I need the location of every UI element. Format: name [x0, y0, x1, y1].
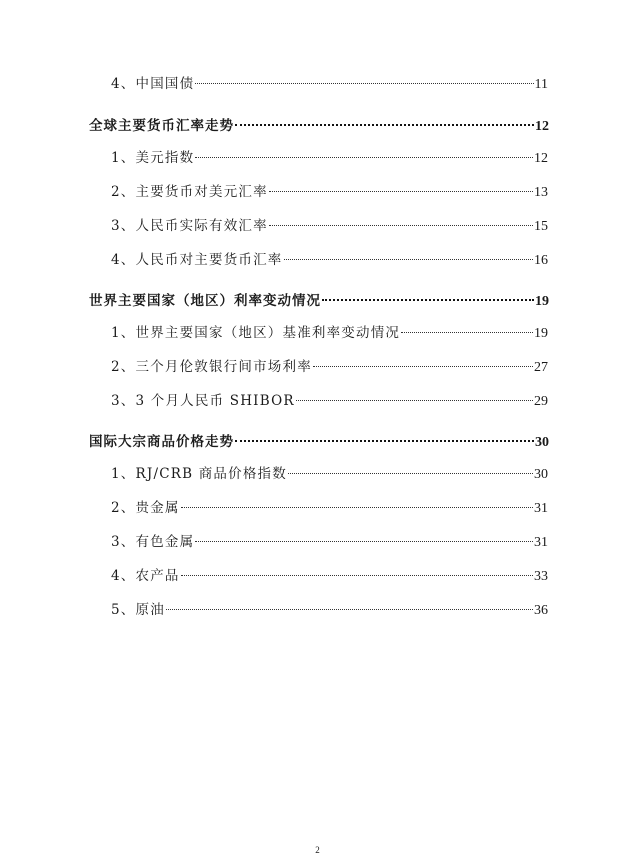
toc-entry-usd-index[interactable] — [111, 142, 548, 166]
toc-page-number: 30 — [535, 435, 549, 450]
toc-entry-label: 1、世界主要国家（地区）基准利率变动情况 — [111, 325, 401, 341]
toc-page-number: 15 — [534, 219, 548, 234]
toc-entry-crude-oil[interactable] — [111, 594, 548, 618]
toc-entry-major-vs-usd[interactable] — [111, 176, 548, 200]
toc-entry-rj-crb[interactable] — [111, 458, 548, 482]
toc-dot-leader — [181, 492, 533, 512]
toc-entry-label: 3、有色金属 — [111, 534, 195, 550]
toc-dot-leader — [269, 210, 533, 230]
toc-section-label: 全球主要货币汇率走势 — [89, 118, 234, 134]
toc-page-number: 31 — [534, 535, 548, 550]
toc-page-number: 12 — [535, 119, 549, 134]
toc-section-commodities[interactable] — [89, 426, 549, 450]
toc-section-label: 国际大宗商品价格走势 — [89, 434, 234, 450]
toc-entry-label: 2、三个月伦敦银行间市场利率 — [111, 359, 312, 375]
toc-page-number: 27 — [534, 360, 548, 375]
toc-page-number: 36 — [534, 603, 548, 618]
toc-entry-label: 4、农产品 — [111, 568, 180, 584]
toc-entry-label: 5、原油 — [111, 602, 165, 618]
toc-entry-nonferrous-metals[interactable] — [111, 526, 548, 550]
toc-dot-leader — [269, 176, 533, 196]
toc-page-number: 29 — [534, 394, 548, 409]
toc-page-number: 13 — [534, 185, 548, 200]
toc-entry-china-treasury[interactable] — [111, 68, 548, 92]
toc-entry-label: 1、RJ/CRB 商品价格指数 — [111, 466, 287, 482]
toc-entry-label: 3、3 个月人民币 SHIBOR — [111, 393, 295, 409]
toc-entry-agriculture[interactable] — [111, 560, 548, 584]
toc-dot-leader — [166, 594, 533, 614]
toc-dot-leader — [284, 244, 534, 264]
toc-entry-label: 3、人民币实际有效汇率 — [111, 218, 268, 234]
toc-dot-leader — [195, 526, 533, 546]
toc-dot-leader — [296, 385, 533, 405]
toc-section-label: 世界主要国家（地区）利率变动情况 — [89, 293, 321, 309]
toc-entry-rmb-reer[interactable] — [111, 210, 548, 234]
toc-entry-rmb-vs-major[interactable] — [111, 244, 548, 268]
toc-dot-leader — [401, 317, 533, 337]
toc-page-number: 31 — [534, 501, 548, 516]
toc-page-number: 19 — [535, 294, 549, 309]
toc-entry-precious-metals[interactable] — [111, 492, 548, 516]
toc-section-currency[interactable] — [89, 110, 549, 134]
toc-section-interest-rates[interactable] — [89, 285, 549, 309]
toc-dot-leader — [288, 458, 533, 478]
toc-entry-label: 4、人民币对主要货币汇率 — [111, 252, 283, 268]
toc-page-number: 12 — [534, 151, 548, 166]
toc-dot-leader — [235, 110, 534, 130]
toc-dot-leader — [181, 560, 533, 580]
toc-page-number: 16 — [534, 253, 548, 268]
toc-entry-label: 2、主要货币对美元汇率 — [111, 184, 268, 200]
toc-page-number: 11 — [534, 77, 548, 92]
toc-entry-label: 2、贵金属 — [111, 500, 180, 516]
toc-entry-shibor[interactable] — [111, 385, 548, 409]
footer-page-number: 2 — [315, 845, 320, 855]
toc-dot-leader — [195, 68, 533, 88]
toc-entry-libor[interactable] — [111, 351, 548, 375]
toc-page-number: 33 — [534, 569, 548, 584]
toc-dot-leader — [313, 351, 533, 371]
toc-entry-label: 4、中国国债 — [111, 76, 195, 92]
toc-page-number: 19 — [534, 326, 548, 341]
toc-entry-benchmark-rates[interactable] — [111, 317, 548, 341]
toc-dot-leader — [195, 142, 533, 162]
toc-dot-leader — [235, 426, 534, 446]
toc-page-number: 30 — [534, 467, 548, 482]
toc-dot-leader — [322, 285, 534, 305]
toc-entry-label: 1、美元指数 — [111, 150, 195, 166]
